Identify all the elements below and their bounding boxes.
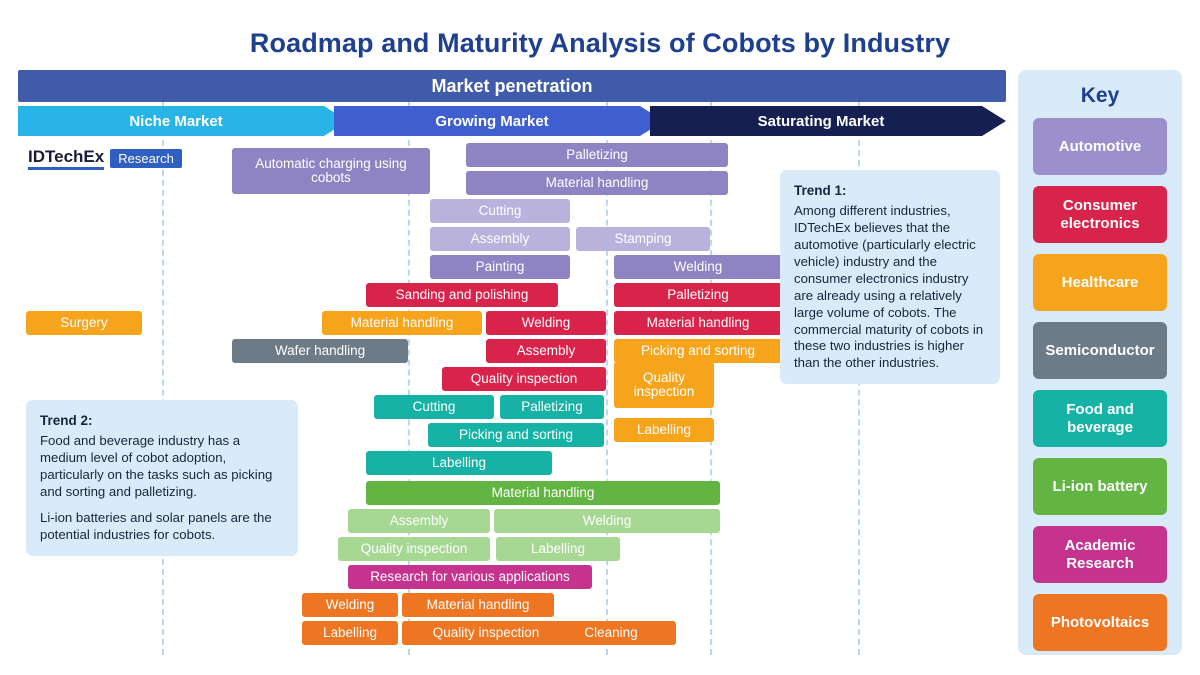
roadmap-bar-label: Sanding and polishing <box>395 286 529 302</box>
roadmap-bar <box>430 255 570 279</box>
roadmap-bar-label: Picking and sorting <box>458 426 574 442</box>
key-item-label: Food and beverage <box>1066 401 1134 436</box>
roadmap-bar <box>486 339 606 363</box>
roadmap-bar-label: Material handling <box>491 484 595 500</box>
roadmap-bar <box>338 537 490 561</box>
roadmap-bar-label: Welding <box>582 512 632 528</box>
roadmap-bar <box>576 227 710 251</box>
stage-label: Niche Market <box>129 112 223 130</box>
key-items <box>1018 118 1182 651</box>
stage-label: Saturating Market <box>757 112 885 130</box>
key-item <box>1033 390 1167 447</box>
roadmap-bar-label: Quality inspection <box>360 540 468 556</box>
roadmap-bar-label: Labelling <box>530 540 586 556</box>
brand-name: IDTechEx <box>28 148 104 170</box>
roadmap-canvas <box>18 70 1006 655</box>
roadmap-bar <box>614 418 714 442</box>
roadmap-bar-label: Wafer handling <box>274 342 366 358</box>
roadmap-bar <box>366 451 552 475</box>
key-item-label: Li-ion battery <box>1052 477 1148 495</box>
roadmap-bar <box>366 283 558 307</box>
key-item-label: Academic Research <box>1064 537 1136 572</box>
roadmap-bar-label: Cleaning <box>584 624 638 640</box>
roadmap-bar <box>374 395 494 419</box>
roadmap-bar <box>366 481 720 505</box>
stage-growing <box>334 106 664 136</box>
brand-logo <box>28 148 182 170</box>
roadmap-bar-label: Welding <box>673 258 723 274</box>
roadmap-bar <box>302 593 398 617</box>
roadmap-bar <box>322 311 482 335</box>
key-item <box>1033 322 1167 379</box>
roadmap-bar <box>402 593 554 617</box>
roadmap-bar <box>442 367 606 391</box>
roadmap-bar-label: Quality inspection <box>470 370 578 386</box>
roadmap-bar-label: Material handling <box>426 596 530 612</box>
market-penetration-label: Market penetration <box>431 75 593 96</box>
key-item-label: Consumer electronics <box>1060 197 1140 232</box>
roadmap-bar-label: Assembly <box>470 230 530 246</box>
roadmap-bar <box>614 362 714 408</box>
roadmap-bar <box>26 311 142 335</box>
key-title: Key <box>1080 84 1120 107</box>
key-item <box>1033 526 1167 583</box>
roadmap-bar-label: Assembly <box>389 512 449 528</box>
roadmap-bar <box>466 143 728 167</box>
trend-text: Food and beverage industry has a medium level of cobot adoption, particularly on the tasks such as picking and sorting and palletizing. <box>40 433 273 499</box>
roadmap-bar-label: Surgery <box>60 314 108 330</box>
roadmap-bar <box>232 148 430 194</box>
roadmap-bar <box>496 537 620 561</box>
trend-heading: Trend 2: <box>40 413 93 428</box>
key-panel <box>1018 70 1182 655</box>
stage-saturating <box>650 106 1006 136</box>
roadmap-bar <box>614 283 782 307</box>
roadmap-bar <box>466 171 728 195</box>
roadmap-bar-label: Picking and sorting <box>640 342 756 358</box>
roadmap-bar <box>232 339 408 363</box>
roadmap-bar-label: Material handling <box>646 314 750 330</box>
roadmap-bar <box>614 311 782 335</box>
key-item <box>1033 254 1167 311</box>
trend-heading: Trend 1: <box>794 183 847 198</box>
roadmap-bar-label: Labelling <box>322 624 378 640</box>
roadmap-bar-label: Palletizing <box>566 146 628 162</box>
roadmap-bar-label: Welding <box>325 596 375 612</box>
stage-label: Growing Market <box>435 112 549 130</box>
roadmap-bar <box>546 621 676 645</box>
roadmap-bar <box>494 509 720 533</box>
key-item-label: Photovoltaics <box>1050 613 1150 631</box>
roadmap-bar <box>430 227 570 251</box>
roadmap-bar-label: Automatic charging using cobots <box>255 155 407 185</box>
roadmap-bar-label: Painting <box>475 258 525 274</box>
roadmap-bar <box>614 255 782 279</box>
roadmap-bar-label: Material handling <box>350 314 454 330</box>
key-item <box>1033 458 1167 515</box>
roadmap-bar <box>614 339 782 363</box>
roadmap-bar-label: Labelling <box>431 454 487 470</box>
roadmap-bar-label: Palletizing <box>521 398 583 414</box>
roadmap-bar <box>402 621 570 645</box>
roadmap-bar <box>486 311 606 335</box>
roadmap-bar-label: Welding <box>521 314 571 330</box>
roadmap-bar-label: Material handling <box>545 174 649 190</box>
key-item-label: Automotive <box>1058 137 1142 155</box>
roadmap-bar-label: Palletizing <box>667 286 729 302</box>
trend-text: Li-ion batteries and solar panels are the potential industries for cobots. <box>40 509 272 542</box>
roadmap-bar-label: Assembly <box>516 342 576 358</box>
page-title: Roadmap and Maturity Analysis of Cobots by Industry <box>249 28 951 58</box>
key-item <box>1033 118 1167 175</box>
roadmap-bar-label: Cutting <box>478 202 522 218</box>
roadmap-bar <box>428 423 604 447</box>
market-penetration-header <box>18 70 1006 102</box>
key-item-label: Semiconductor <box>1045 341 1155 359</box>
roadmap-bar <box>302 621 398 645</box>
key-item <box>1033 186 1167 243</box>
trend-2-callout <box>26 400 298 556</box>
roadmap-bar-label: Labelling <box>636 421 692 437</box>
roadmap-bar <box>348 565 592 589</box>
roadmap-bar <box>348 509 490 533</box>
stage-niche <box>18 106 348 136</box>
roadmap-bar <box>430 199 570 223</box>
roadmap-bar-label: Cutting <box>412 398 456 414</box>
roadmap-bar-label: Quality inspection <box>432 624 540 640</box>
roadmap-bar <box>500 395 604 419</box>
trend-1-callout <box>780 170 1000 384</box>
trend-text: Among different industries, IDTechEx believes that the automotive (particularly electric vehicle) industry and the consumer electronics industry are already using a relatively large volume of cobots. The commercial maturity of cobots in these two industries is higher than the other industries. <box>794 203 984 371</box>
brand-tag: Research <box>110 149 182 168</box>
roadmap-bar-label: Quality inspection <box>633 369 695 399</box>
roadmap-bar-label: Stamping <box>614 230 672 246</box>
roadmap-bar-label: Research for various applications <box>370 568 570 584</box>
key-item <box>1033 594 1167 651</box>
key-item-label: Healthcare <box>1061 273 1139 291</box>
